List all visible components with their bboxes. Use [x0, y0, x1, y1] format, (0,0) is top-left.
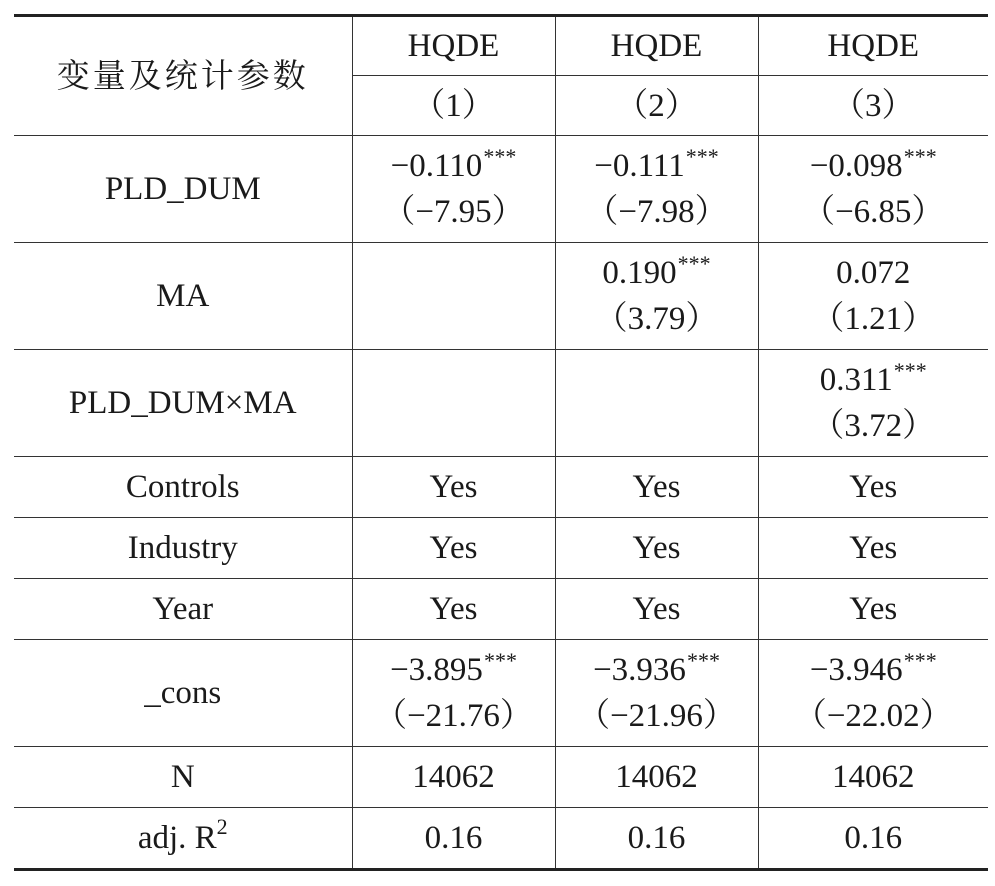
row-label: N — [14, 747, 352, 808]
value-cell: Yes — [352, 457, 555, 518]
model-number-1: （1） — [352, 76, 555, 136]
model-name-2: HQDE — [555, 16, 758, 76]
t-statistic: （−22.02） — [793, 698, 953, 734]
t-statistic: （−21.96） — [577, 698, 736, 734]
value-cell: Yes — [758, 518, 988, 579]
estimate-cell — [555, 136, 758, 243]
row-year — [14, 579, 988, 640]
superscript-2: 2 — [216, 814, 228, 839]
row-cons — [14, 640, 988, 747]
estimate-cell-empty — [352, 243, 555, 350]
estimate-cell — [758, 350, 988, 457]
coefficient: −3.895*** — [390, 648, 517, 688]
model-number-2: （2） — [555, 76, 758, 136]
model-name-3: HQDE — [758, 16, 988, 76]
row-label: PLD_DUM — [14, 136, 352, 243]
coefficient: −3.936*** — [593, 648, 720, 688]
row-label: Controls — [14, 457, 352, 518]
coefficient: −0.098*** — [809, 144, 937, 184]
row-label: adj. $R^2$ — [14, 808, 352, 870]
coefficient: −0.111*** — [594, 144, 719, 184]
significance-stars: *** — [483, 144, 517, 169]
row-label: Year — [14, 579, 352, 640]
value-cell: Yes — [555, 518, 758, 579]
t-statistic: （3.79） — [594, 301, 719, 337]
row-label: Industry — [14, 518, 352, 579]
value-cell: Yes — [352, 518, 555, 579]
model-number-3: （3） — [758, 76, 988, 136]
row-controls — [14, 457, 988, 518]
row-pld-dum — [14, 136, 988, 243]
t-statistic: （3.72） — [811, 408, 936, 444]
t-statistic: （−21.76） — [374, 698, 533, 734]
row-pld-dum-x-ma — [14, 350, 988, 457]
row-industry — [14, 518, 988, 579]
value-cell: 0.16 — [352, 808, 555, 870]
estimate-cell — [555, 640, 758, 747]
estimate-cell — [758, 136, 988, 243]
significance-stars: *** — [483, 648, 517, 673]
estimate-cell — [758, 243, 988, 350]
value-cell: Yes — [555, 579, 758, 640]
significance-stars: *** — [893, 358, 927, 383]
estimate-cell-empty — [352, 350, 555, 457]
coefficient: −0.110*** — [390, 144, 517, 184]
t-statistic: （−7.98） — [585, 194, 728, 230]
value-cell: Yes — [555, 457, 758, 518]
value-cell: 0.16 — [758, 808, 988, 870]
estimate-cell — [758, 640, 988, 747]
variable-header: 变量及统计参数 — [14, 16, 352, 136]
value-cell: Yes — [352, 579, 555, 640]
row-label: MA — [14, 243, 352, 350]
estimate-cell-empty — [555, 350, 758, 457]
coefficient: 0.072 — [836, 255, 911, 291]
coefficient: 0.311*** — [819, 358, 927, 398]
significance-stars: *** — [685, 144, 719, 169]
estimate-cell — [352, 136, 555, 243]
value-cell: 14062 — [352, 747, 555, 808]
coefficient: 0.190*** — [602, 251, 711, 291]
row-ma — [14, 243, 988, 350]
t-statistic: （−7.95） — [382, 194, 525, 230]
significance-stars: *** — [903, 144, 937, 169]
value-cell: Yes — [758, 457, 988, 518]
value-cell: 0.16 — [555, 808, 758, 870]
regression-table — [14, 14, 988, 871]
estimate-cell — [555, 243, 758, 350]
t-statistic: （1.21） — [811, 301, 936, 337]
header-row-models — [14, 16, 988, 76]
value-cell: 14062 — [555, 747, 758, 808]
value-cell: Yes — [758, 579, 988, 640]
t-statistic: （−6.85） — [802, 194, 945, 230]
row-label: PLD_DUM×MA — [14, 350, 352, 457]
coefficient: −3.946*** — [809, 648, 937, 688]
row-n — [14, 747, 988, 808]
row-adj-r2 — [14, 808, 988, 870]
value-cell: 14062 — [758, 747, 988, 808]
row-label: _cons — [14, 640, 352, 747]
significance-stars: *** — [686, 648, 720, 673]
significance-stars: *** — [903, 648, 937, 673]
significance-stars: *** — [677, 251, 711, 276]
estimate-cell — [352, 640, 555, 747]
model-name-1: HQDE — [352, 16, 555, 76]
